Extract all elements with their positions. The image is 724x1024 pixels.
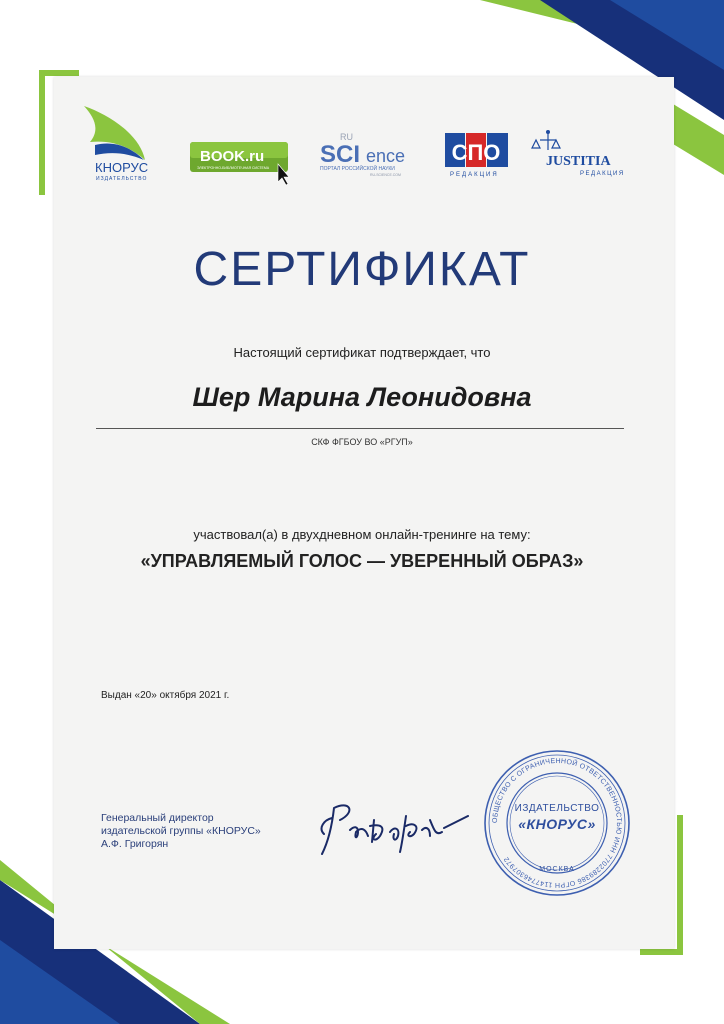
spo-logo xyxy=(445,133,508,178)
svg-text:SCI: SCI xyxy=(320,141,361,168)
signatory-block xyxy=(101,812,261,851)
stamp-line-2: «КНОРУС» xyxy=(518,816,596,832)
recipient-name: Шер Марина Леонидовна xyxy=(192,382,532,412)
svg-text:РЕДАКЦИЯ: РЕДАКЦИЯ xyxy=(450,172,499,178)
svg-text:RU-SCIENCE.COM: RU-SCIENCE.COM xyxy=(370,173,401,177)
training-topic: «УПРАВЛЯЕМЫЙ ГОЛОС — УВЕРЕННЫЙ ОБРАЗ» xyxy=(140,551,584,571)
right-bottom-bracket xyxy=(677,815,683,955)
justitia-logo xyxy=(532,130,625,177)
svg-text:ОБЩЕСТВО С ОГРАНИЧЕННОЙ ОТВЕТС: ОБЩЕСТВО С ОГРАНИЧЕННОЙ ОТВЕТСТВЕННОСТЬЮ ИНН 7702289386 ОГРН 1147746307972 xyxy=(491,757,623,889)
confirm-text: Настоящий сертификат подтверждает, что xyxy=(233,345,491,360)
knorus-logo xyxy=(84,106,148,182)
svg-text:ence: ence xyxy=(366,146,406,166)
svg-text:ИЗДАТЕЛЬСТВО: ИЗДАТЕЛЬСТВО xyxy=(96,176,148,182)
participation-text: участвовал(а) в двухдневном онлайн-тренинге на тему: xyxy=(193,527,531,542)
svg-text:JUSTITIA: JUSTITIA xyxy=(546,154,611,169)
ruscience-logo xyxy=(320,132,405,177)
stamp-city: МОСКВА xyxy=(539,866,575,873)
stamp-line-1: ИЗДАТЕЛЬСТВО xyxy=(514,803,600,814)
svg-text:СПО: СПО xyxy=(451,140,501,165)
issue-date: Выдан «20» октября 2021 г. xyxy=(101,690,230,701)
svg-text:КНОРУС: КНОРУС xyxy=(95,160,149,175)
svg-text:BOOK.ru: BOOK.ru xyxy=(200,148,265,165)
right-bottom-bracket-h xyxy=(640,949,683,955)
name-underline xyxy=(96,428,624,429)
handwritten-signature xyxy=(310,790,470,860)
signatory-name: А.Ф. Григорян xyxy=(101,838,169,850)
logos-row xyxy=(0,0,724,200)
signatory-position: Генеральный директор xyxy=(101,812,214,824)
svg-text:ЭЛЕКТРОННО-БИБЛИОТЕЧНАЯ СИСТЕМ: ЭЛЕКТРОННО-БИБЛИОТЕЧНАЯ СИСТЕМА xyxy=(197,166,270,170)
bookru-logo xyxy=(190,142,289,185)
svg-text:RU: RU xyxy=(340,132,353,142)
recipient-organization: СКФ ФГБОУ ВО «РГУП» xyxy=(311,437,413,447)
svg-text:РЕДАКЦИЯ: РЕДАКЦИЯ xyxy=(580,171,625,177)
svg-text:ПОРТАЛ РОССИЙСКОЙ НАУКИ: ПОРТАЛ РОССИЙСКОЙ НАУКИ xyxy=(320,166,395,172)
certificate-title: СЕРТИФИКАТ xyxy=(193,243,531,296)
signatory-company: издательской группы «КНОРУС» xyxy=(101,825,261,837)
